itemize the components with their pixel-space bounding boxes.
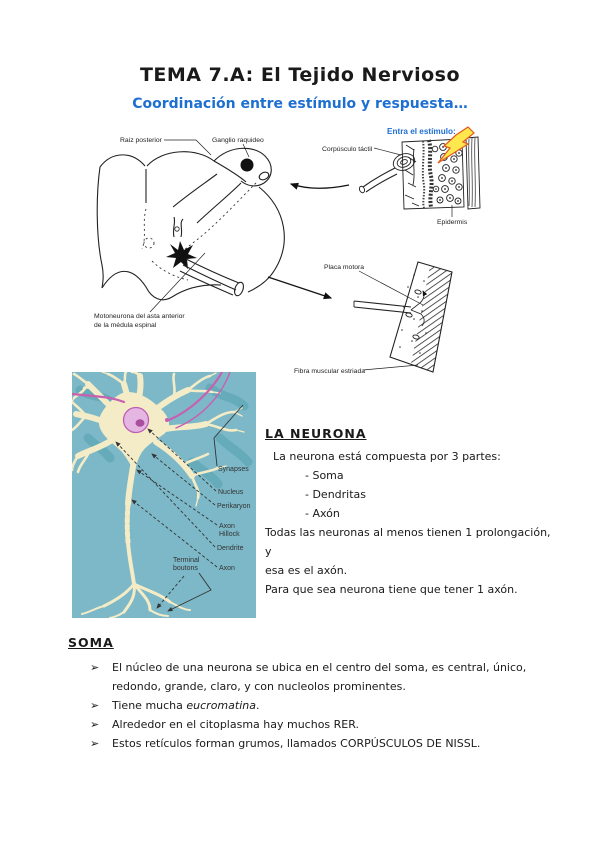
label-placa-motora: Placa motora: [324, 264, 365, 271]
motor-output-arrow: [268, 277, 331, 298]
label-perikaryon: Perikaryon: [217, 503, 251, 510]
reflex-arc-figure: [0, 125, 600, 380]
neurona-part-dendritas: - Dendritas: [305, 488, 367, 501]
ganglion-cell-body: [241, 159, 254, 172]
label-axon: Axon: [219, 565, 235, 572]
label-fibra-muscular: Fibra muscular estriada: [294, 368, 366, 375]
arrow-bullet-icon: ➢: [90, 699, 100, 712]
label-synapses: Synapses: [218, 466, 249, 473]
neurona-intro: La neurona está compuesta por 3 partes:: [273, 450, 501, 463]
soma-section: [68, 633, 554, 753]
muscle-fiber-drawing: [354, 262, 452, 372]
soma-bullet-4-text: Estos retículos forman grumos, llamados CORPÚSCULOS DE NISSL.: [112, 737, 481, 750]
page-title: TEMA 7.A: El Tejido Nervioso: [139, 64, 461, 86]
neurona-heading: LA NEURONA: [265, 426, 367, 441]
soma-bullet-3-text: Alrededor en el citoplasma hay muchos RER.: [112, 718, 360, 731]
neurona-body-line2: esa es el axón.: [265, 564, 348, 577]
neurona-part-soma: - Soma: [305, 469, 344, 482]
motoneuron-cell-body: [166, 241, 197, 269]
label-terminal-line1: Terminal: [173, 557, 200, 564]
label-dendrite: Dendrite: [217, 545, 244, 552]
soma-bullet-2: [68, 696, 554, 715]
soma-bullet-1-text: El núcleo de una neurona se ubica en el centro del soma, es central, único, redondo, grande, claro, y con nucleolos prominentes.: [112, 661, 527, 693]
soma-heading: SOMA: [68, 635, 114, 650]
label-axon-hillock-line2: Hillock: [219, 531, 240, 538]
label-motoneurona-line1: Motoneurona del asta anterior: [94, 313, 185, 320]
soma-bullet-1: [68, 658, 554, 696]
label-motoneurona-line2: de la médula espinal: [94, 322, 157, 329]
soma-bullet-4: [68, 734, 554, 753]
label-axon-hillock-line1: Axon: [219, 523, 235, 530]
label-entra-estimulo: Entra el estímulo:: [387, 127, 456, 136]
soma-bullet-2-text: [112, 696, 554, 715]
page-subtitle: Coordinación entre estímulo y respuesta…: [132, 96, 468, 112]
label-corpusculo-tactil: Corpúsculo táctil: [322, 146, 373, 153]
nucleolus-drawing: [136, 419, 145, 427]
neuron-figure: [72, 372, 256, 618]
label-terminal-line2: boutons: [173, 565, 198, 572]
soma-bullet-3: [68, 715, 554, 734]
soma-bullet-2-post: .: [255, 699, 260, 712]
arrow-bullet-icon: ➢: [90, 737, 100, 750]
spinal-cord-drawing: [97, 148, 284, 299]
neurona-section: [265, 424, 560, 599]
sensory-input-arrow: [291, 184, 349, 188]
arrow-bullet-icon: ➢: [90, 661, 100, 674]
soma-bullet-2-italic: eucromatina: [186, 699, 256, 712]
arrow-bullet-icon: ➢: [90, 718, 100, 731]
label-raiz-posterior: Raiz posterior: [120, 137, 162, 144]
nucleus-drawing: [124, 408, 149, 433]
neurona-part-axon: - Axón: [305, 507, 340, 520]
soma-bullet-2-pre: Tiene mucha: [112, 699, 187, 712]
neurona-body-line1: Todas las neuronas al menos tienen 1 prolongación, y: [265, 526, 551, 558]
label-ganglio-raquideo: Ganglio raquideo: [212, 137, 264, 144]
label-nucleus: Nucleus: [218, 489, 244, 496]
neurona-body-line3: Para que sea neurona tiene que tener 1 axón.: [265, 583, 518, 596]
label-epidermis: Epidermis: [437, 219, 468, 226]
